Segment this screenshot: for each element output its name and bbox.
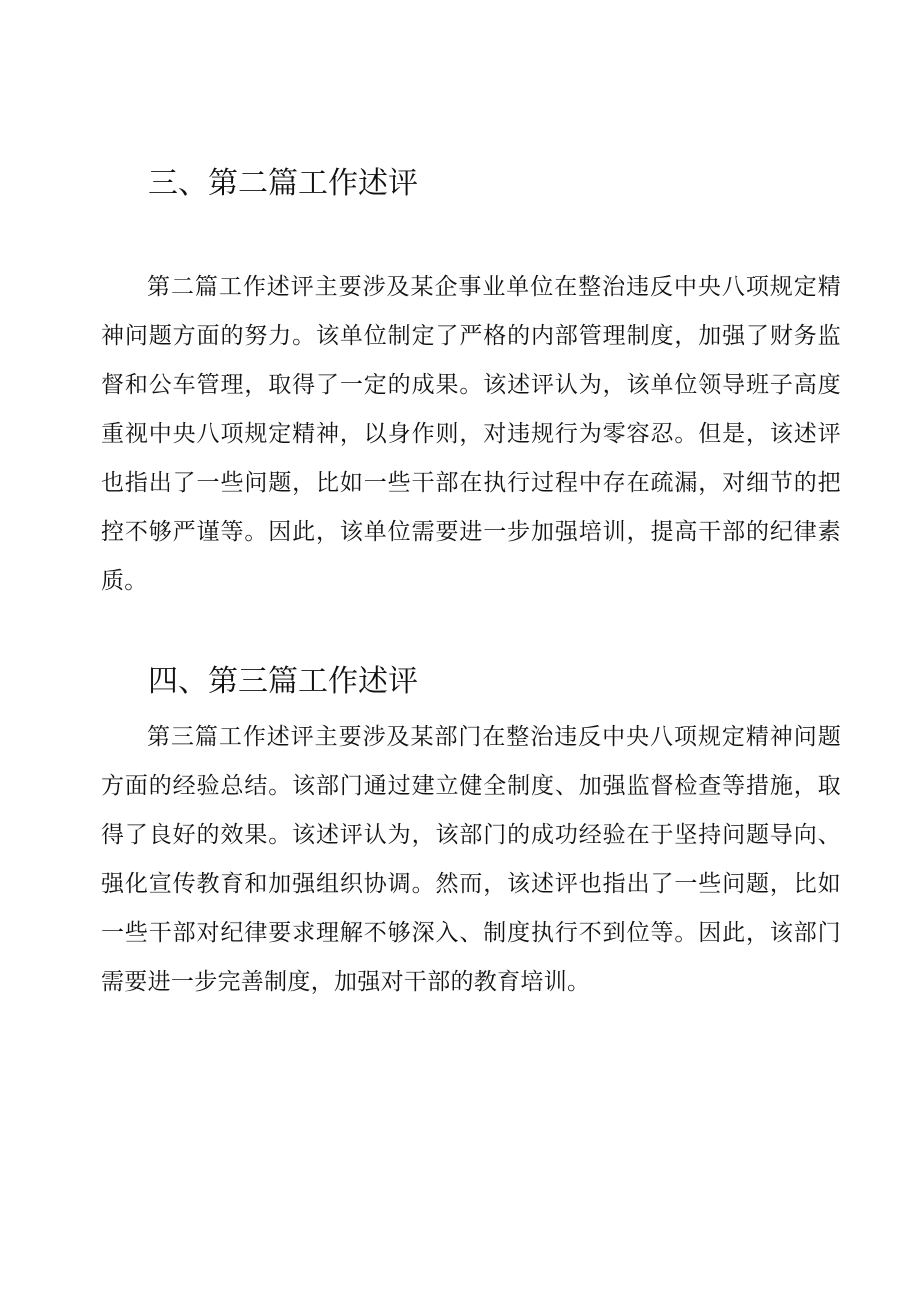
section-paragraph-3: 第二篇工作述评主要涉及某企事业单位在整治违反中央八项规定精神问题方面的努力。该单位制定了严格的内部管理制度，加强了财务监督和公车管理，取得了一定的成果。该述评认为，该单位领导班子高度重视中央八项规定精神，以身作则，对违规行为零容忍。但是，该述评也指出了一些问题，比如一些干部在执行过程中存在疏漏，对细节的把控不够严谨等。因此，该单位需要进一步加强培训，提高干部的纪律素质。 xyxy=(101,274,841,594)
section-paragraph-4: 第三篇工作述评主要涉及某部门在整治违反中央八项规定精神问题方面的经验总结。该部门通过建立健全制度、加强监督检查等措施，取得了良好的效果。该述评认为，该部门的成功经验在于坚持问题导向、强化宣传教育和加强组织协调。然而，该述评也指出了一些问题，比如一些干部对纪律要求理解不够深入、制度执行不到位等。因此，该部门需要进一步完善制度，加强对干部的教育培训。 xyxy=(101,724,841,995)
section-heading-4: 四、第三篇工作述评 xyxy=(148,664,418,699)
section-heading-3: 三、第二篇工作述评 xyxy=(148,166,418,201)
